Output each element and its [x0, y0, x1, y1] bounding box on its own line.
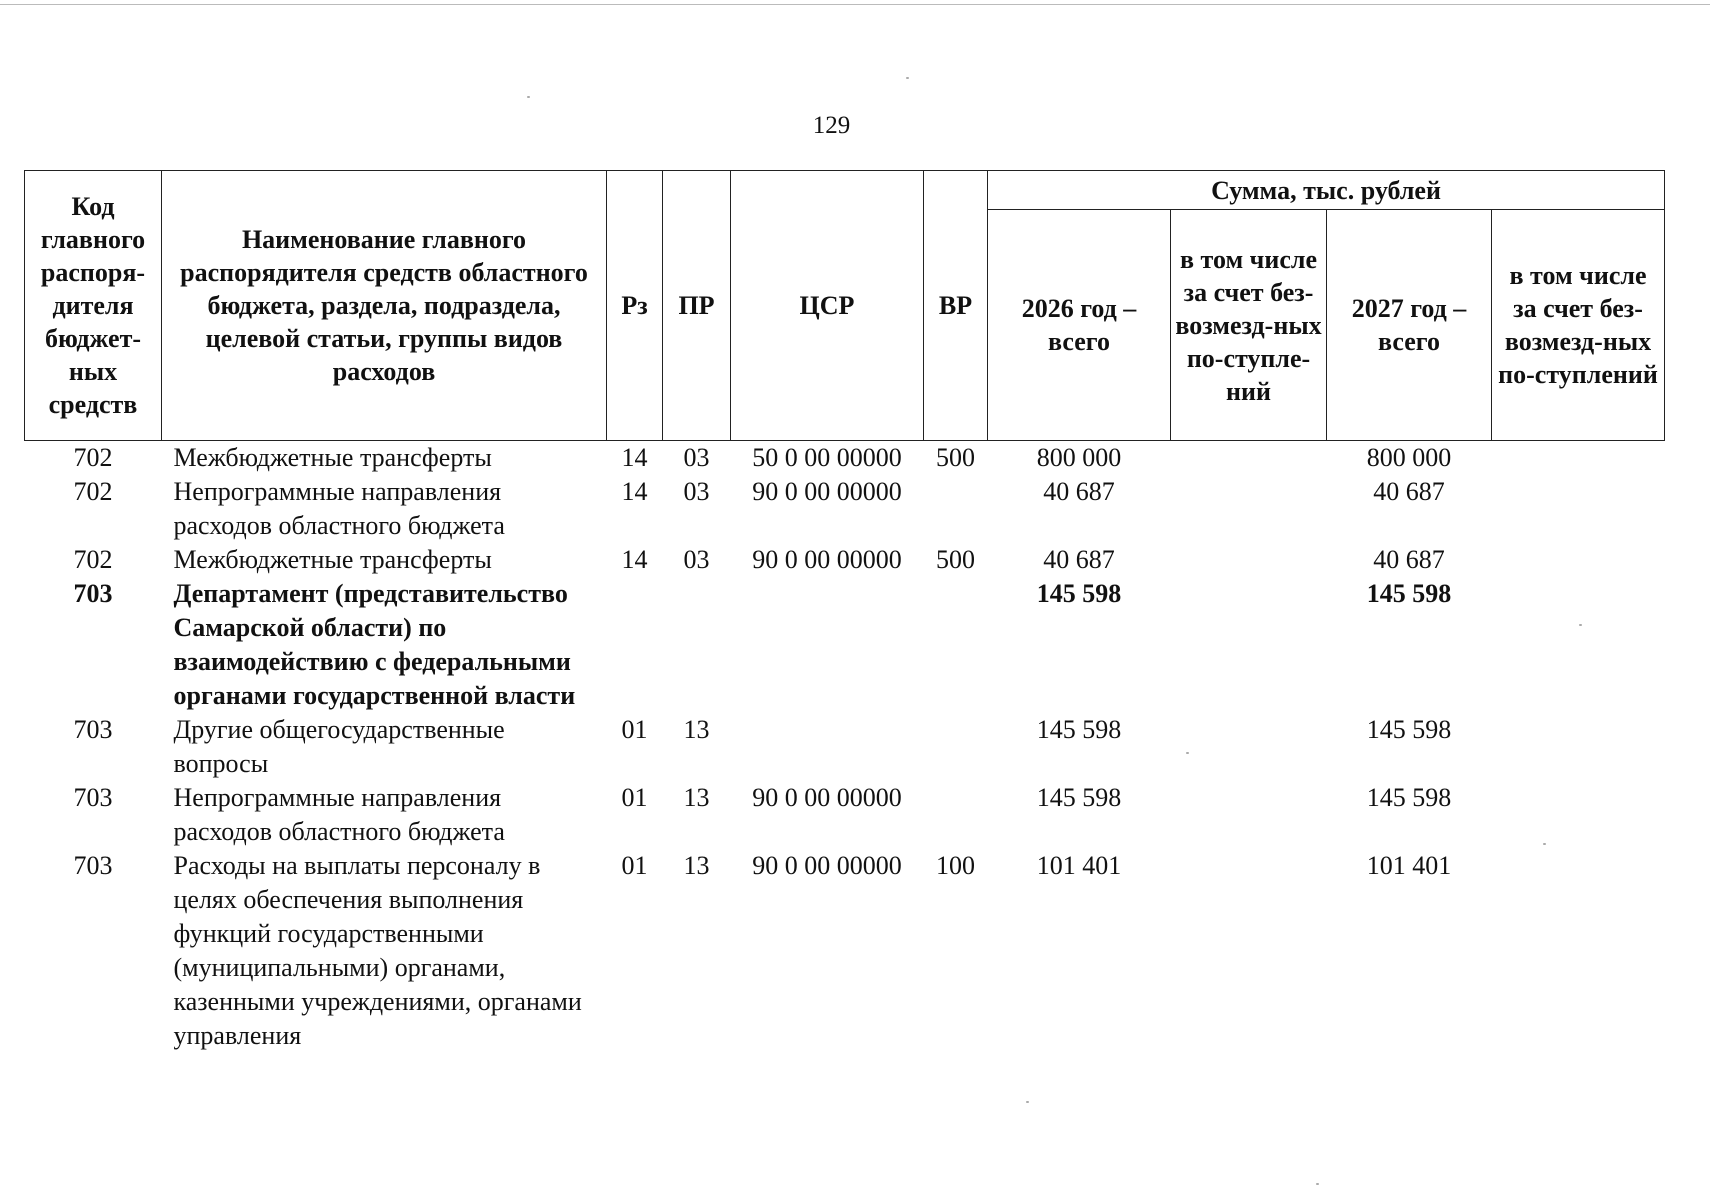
scan-speck — [1316, 1183, 1319, 1185]
table-body — [25, 441, 1665, 1054]
header-rz: Рз — [607, 171, 663, 441]
cell-2026-total: 800 000 — [1036, 443, 1122, 472]
scan-speck — [906, 77, 909, 79]
cell-2027-total: 145 598 — [1366, 579, 1452, 608]
table-row — [25, 849, 1665, 1053]
cell-rz: 01 — [621, 783, 648, 812]
cell-name: Межбюджетные трансферты — [173, 443, 492, 472]
cell-csr: 90 0 00 00000 — [752, 545, 902, 574]
cell-name: Расходы на выплаты персоналу в целях обеспечения выполнения функций государственными (муниципальными) органами, казенными учреждениями, органами управления — [173, 851, 582, 1050]
cell-2026-total: 101 401 — [1036, 851, 1122, 880]
cell-rz — [607, 577, 663, 713]
scan-speck — [1543, 843, 1546, 845]
cell-2027-free — [1492, 441, 1665, 476]
cell-vr: 100 — [936, 851, 975, 880]
cell-vr: 500 — [936, 545, 975, 574]
cell-2027-total: 800 000 — [1366, 443, 1452, 472]
table-row — [25, 781, 1665, 849]
table-row — [25, 441, 1665, 476]
cell-vr — [924, 577, 988, 713]
cell-2026-free — [1171, 781, 1327, 849]
cell-2027-free — [1492, 577, 1665, 713]
cell-code: 702 — [73, 443, 113, 472]
cell-2026-total: 40 687 — [1043, 477, 1115, 506]
cell-vr: 500 — [936, 443, 975, 472]
cell-2027-total: 145 598 — [1366, 715, 1452, 744]
table-header — [25, 171, 1665, 441]
table-row-department — [25, 577, 1665, 713]
cell-code: 702 — [73, 545, 113, 574]
cell-2026-free — [1171, 475, 1327, 543]
cell-rz: 14 — [621, 477, 648, 506]
scan-speck — [1579, 624, 1582, 626]
cell-code: 703 — [73, 851, 113, 880]
header-2026-free: в том числе за счет без-возмезд-ных по-ступле-ний — [1171, 210, 1327, 441]
cell-csr — [731, 577, 924, 713]
cell-pr: 13 — [683, 851, 710, 880]
scan-speck — [1026, 1101, 1029, 1103]
cell-csr: 50 0 00 00000 — [752, 443, 902, 472]
cell-rz: 14 — [621, 545, 648, 574]
cell-csr: 90 0 00 00000 — [752, 783, 902, 812]
cell-pr — [663, 577, 731, 713]
cell-name: Межбюджетные трансферты — [173, 545, 492, 574]
cell-pr: 13 — [683, 783, 710, 812]
header-csr: ЦСР — [731, 171, 924, 441]
cell-2027-free — [1492, 543, 1665, 577]
cell-csr: 90 0 00 00000 — [752, 851, 902, 880]
cell-code: 703 — [73, 783, 113, 812]
cell-2026-total: 145 598 — [1036, 715, 1122, 744]
budget-table — [24, 170, 1665, 1053]
cell-2027-free — [1492, 475, 1665, 543]
cell-pr: 03 — [683, 477, 710, 506]
cell-2026-free — [1171, 441, 1327, 476]
cell-pr: 03 — [683, 545, 710, 574]
cell-2026-free — [1171, 713, 1327, 781]
cell-name: Другие общегосударственные вопросы — [173, 715, 505, 778]
table-row — [25, 713, 1665, 781]
header-2026-total: 2026 год – всего — [988, 210, 1171, 441]
table-row — [25, 475, 1665, 543]
cell-2027-total: 40 687 — [1373, 545, 1445, 574]
cell-name: Непрограммные направления расходов областного бюджета — [173, 783, 505, 846]
header-vr: ВР — [924, 171, 988, 441]
scan-speck — [527, 96, 530, 98]
scan-speck — [1186, 752, 1189, 754]
header-sum-group: Сумма, тыс. рублей — [988, 171, 1665, 210]
scan-edge-line — [0, 4, 1710, 5]
cell-2027-total: 101 401 — [1366, 851, 1452, 880]
cell-pr: 03 — [683, 443, 710, 472]
cell-csr: 90 0 00 00000 — [752, 477, 902, 506]
cell-code: 702 — [73, 477, 113, 506]
cell-2026-total: 40 687 — [1043, 545, 1115, 574]
header-pr: ПР — [663, 171, 731, 441]
cell-2027-free — [1492, 713, 1665, 781]
cell-2027-total: 40 687 — [1373, 477, 1445, 506]
header-code: Код главного распоря-дителя бюджет-ных средств — [25, 171, 162, 441]
header-2027-total: 2027 год – всего — [1327, 210, 1492, 441]
cell-2027-free — [1492, 849, 1665, 1053]
cell-rz: 14 — [621, 443, 648, 472]
cell-2026-free — [1171, 543, 1327, 577]
table-row — [25, 543, 1665, 577]
cell-vr — [924, 781, 988, 849]
cell-2026-free — [1171, 577, 1327, 713]
cell-name: Непрограммные направления расходов областного бюджета — [173, 477, 505, 540]
cell-2026-total: 145 598 — [1036, 579, 1122, 608]
page-number: 129 — [812, 112, 851, 139]
cell-vr — [924, 713, 988, 781]
cell-csr — [731, 713, 924, 781]
cell-2026-free — [1171, 849, 1327, 1053]
cell-vr — [924, 475, 988, 543]
cell-code: 703 — [73, 579, 113, 608]
cell-2027-total: 145 598 — [1366, 783, 1452, 812]
cell-2026-total: 145 598 — [1036, 783, 1122, 812]
cell-code: 703 — [73, 715, 113, 744]
cell-2027-free — [1492, 781, 1665, 849]
cell-rz: 01 — [621, 715, 648, 744]
header-name: Наименование главного распорядителя средств областного бюджета, раздела, подраздела, целевой статьи, группы видов расходов — [162, 171, 607, 441]
cell-name: Департамент (представительство Самарской области) по взаимодействию с федеральными органами государственной власти — [173, 579, 576, 710]
cell-rz: 01 — [621, 851, 648, 880]
header-2027-free: в том числе за счет без-возмезд-ных по-ступлений — [1492, 210, 1665, 441]
cell-pr: 13 — [683, 715, 710, 744]
